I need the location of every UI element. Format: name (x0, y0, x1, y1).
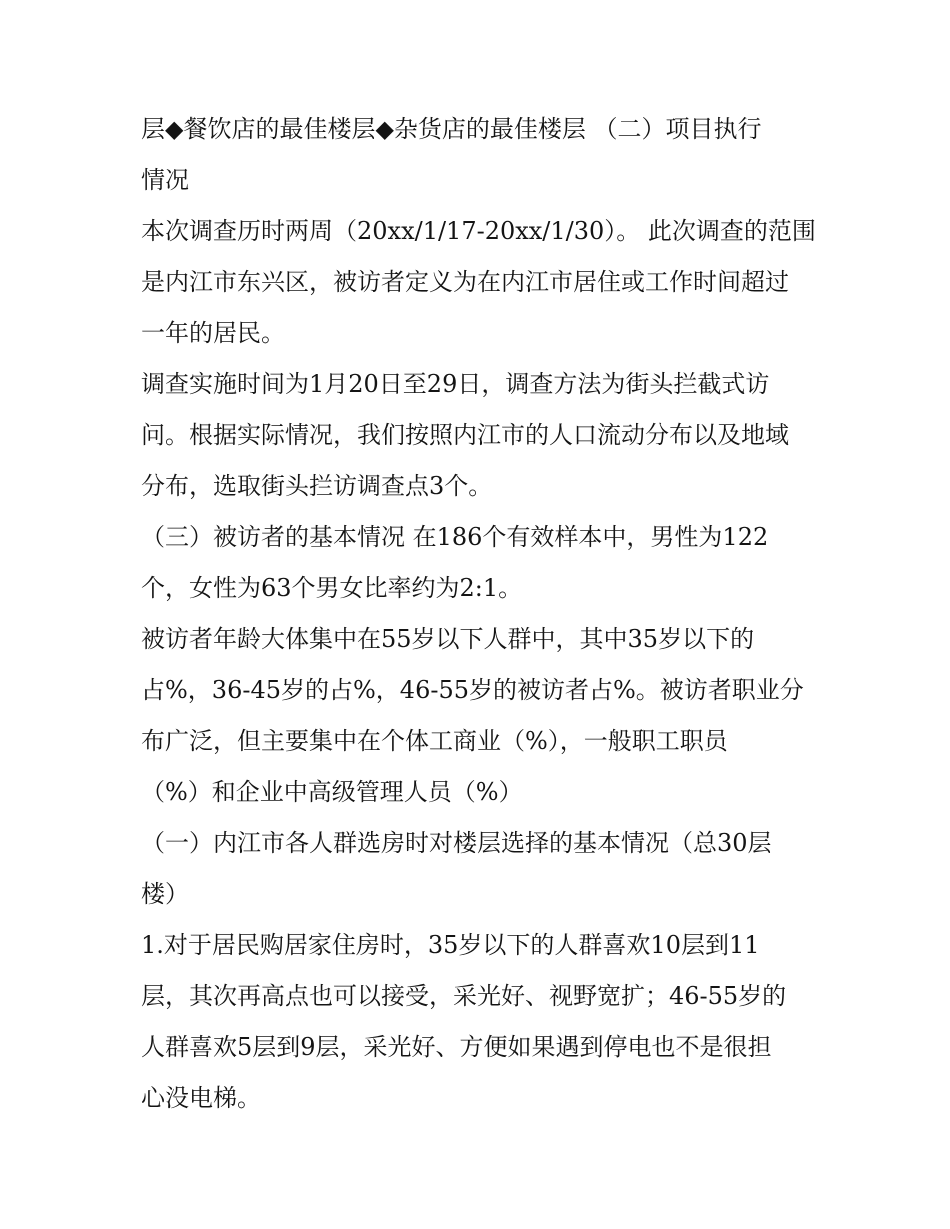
text-line: 是内江市东兴区，被访者定义为在内江市居住或工作时间超过 (141, 268, 789, 296)
document-body (141, 104, 841, 1124)
text-line: （%）和企业中高级管理人员（%） (141, 778, 523, 806)
text-line: 布广泛，但主要集中在个体工商业（%），一般职工职员 (141, 727, 728, 755)
text-line: （一）内江市各人群选房时对楼层选择的基本情况（总30层 (141, 829, 772, 857)
text-line: 1.对于居民购居家住房时，35岁以下的人群喜欢10层到11 (141, 931, 760, 959)
text-line: 占%，36-45岁的占%，46-55岁的被访者占%。被访者职业分 (141, 676, 804, 704)
text-line: 楼） (141, 880, 189, 908)
text-line: 情况 (141, 166, 189, 194)
text-line: 层◆餐饮店的最佳楼层◆杂货店的最佳楼层 （二）项目执行 (141, 115, 762, 143)
text-line: 心没电梯。 (141, 1084, 261, 1112)
text-line: 本次调查历时两周（20xx/1/17-20xx/1/30）。 此次调查的范围 (141, 217, 816, 245)
text-line: 调查实施时间为1月20日至29日，调查方法为街头拦截式访 (141, 370, 770, 398)
text-line: 人群喜欢5层到9层，采光好、方便如果遇到停电也不是很担 (141, 1033, 772, 1061)
text-line: 层，其次再高点也可以接受，采光好、视野宽扩；46-55岁的 (141, 982, 787, 1010)
text-line: 个，女性为63个男女比率约为2:1。 (141, 574, 523, 602)
text-line: 被访者年龄大体集中在55岁以下人群中，其中35岁以下的 (141, 625, 755, 653)
text-line: （三）被访者的基本情况 在186个有效样本中，男性为122 (141, 523, 769, 551)
text-line: 问。根据实际情况，我们按照内江市的人口流动分布以及地域 (141, 421, 789, 449)
text-line: 一年的居民。 (141, 319, 285, 347)
text-line: 分布，选取街头拦访调查点3个。 (141, 472, 493, 500)
